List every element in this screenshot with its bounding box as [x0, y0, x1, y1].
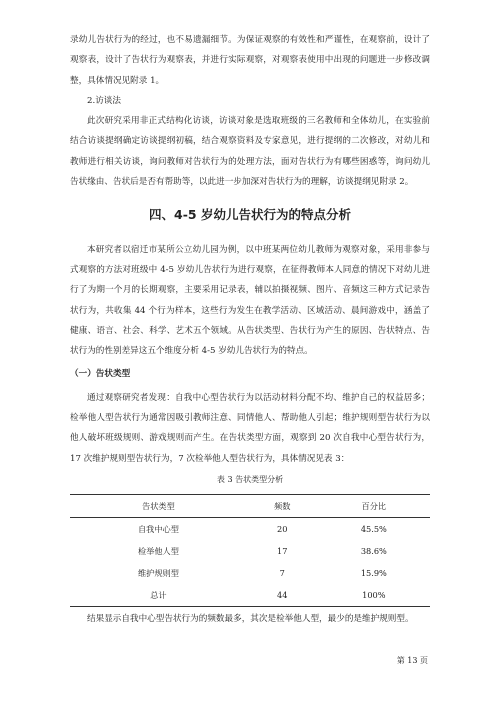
- header-percentage: 百分比: [318, 495, 430, 518]
- cell-frequency: 7: [279, 568, 285, 579]
- cell-type: 自我中心型: [137, 523, 179, 534]
- paragraph-observation-end: 录幼儿告状行为的经过，也不易遗漏细节。为保证观察的有效性和严谨性，在观察前，设计了观察表，设计了告状行为观察表，并进行实际观察，对观察表使用中出现的问题进一步修改调整，具体情况见附录 1。: [70, 35, 430, 86]
- cell-frequency: 44: [247, 584, 318, 607]
- paragraph-research-overview: 本研究者以宿迁市某所公立幼儿园为例，以中班某两位幼儿教师为观察对象，采用非参与式观察的方法对班级中 4-5 岁幼儿告状行为进行观察，在征得教师本人同意的情况下对幼儿进行了为期一个月的长期观察，主要采用记录表，辅以拍摄视频、图片、音频这三种方式记录告状行为，共收集 44 个行为样本，这些行为发生在教学活动、区域活动、晨间游戏中，涵盖了健康、语言、社会、科学、艺术五个领域。从告状类型、告状行为产生的原因、告状特点、告状行为的性别差异这五个维度分析 4-5 岁幼儿告状行为的特点。: [70, 244, 430, 357]
- table-row: [70, 540, 430, 562]
- page-number: 第 13 页: [396, 656, 428, 665]
- cell-frequency: 17: [277, 546, 288, 557]
- table-header-row: [70, 495, 430, 518]
- cell-percentage: 100%: [318, 584, 430, 607]
- table-row: [70, 562, 430, 584]
- header-type: 告状类型: [70, 495, 247, 518]
- interview-heading: 2.访谈法: [87, 95, 121, 106]
- cell-percentage: 38.6%: [360, 546, 387, 557]
- cell-frequency: 20: [277, 524, 288, 535]
- cell-percentage: 45.5%: [360, 524, 387, 535]
- complaint-type-table: [70, 494, 430, 607]
- cell-type: 维护规则型: [137, 567, 179, 578]
- table-row: [70, 518, 430, 541]
- table-row-total: [70, 584, 430, 607]
- cell-type: 总计: [70, 584, 247, 607]
- paragraph-results: 结果显示自我中心型告状行为的频数最多，其次是检举他人型，最少的是维护规则型。: [87, 614, 414, 625]
- cell-percentage: 15.9%: [360, 568, 387, 579]
- subsection-title: （一）告状类型: [70, 369, 131, 380]
- table-caption: 表 3 告状类型分析: [216, 474, 284, 484]
- header-frequency: 频数: [247, 495, 318, 518]
- cell-type: 检举他人型: [137, 545, 179, 556]
- paragraph-complaint-types: 通过观察研究者发现：自我中心型告状行为以活动材料分配不均、维护自己的权益居多；检举他人型告状行为通常因吸引教师注意、同情他人、帮助他人引起；维护规则型告状行为以他人破坏班级规则、游戏规则而产生。在告状类型方面，观察到 20 次自我中心型告状行为，17 次维护规则型告状行为，7 次检举他人型告状行为，具体情况见表 3：: [70, 392, 430, 464]
- paragraph-interview: 此次研究采用非正式结构化访谈，访谈对象是选取班级的三名教师和全体幼儿，在实验前结合访谈提纲确定访谈提纲初稿，结合观察资料及专家意见，进行提纲的二次修改，对幼儿和教师进行相关访谈，询问教师对告状行为的处理方法，面对告状行为有哪些困惑等，询问幼儿告状缘由、告状后是否有帮助等，以此进一步加深对告状行为的理解，访谈提纲见附录 2。: [70, 116, 430, 188]
- section-title: 四、4-5 岁幼儿告状行为的特点分析: [149, 207, 351, 223]
